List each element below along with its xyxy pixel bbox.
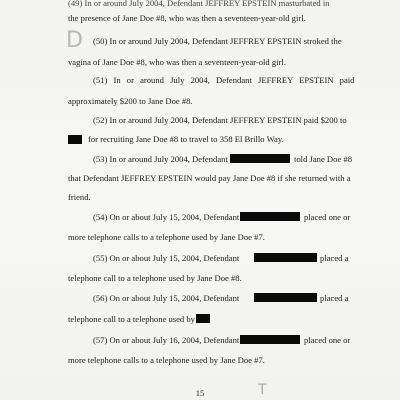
redaction-box xyxy=(196,314,210,323)
paragraph-54-line-2: more telephone calls to a telephone used by Jane Doe #7. xyxy=(68,232,265,242)
paragraph-49-line-2: the presence of Jane Doe #8, who was then a seventeen-year-old girl. xyxy=(68,13,306,23)
redaction-box xyxy=(68,135,82,144)
paragraph-51-line-1: (51) In or around July 2004, Defendant JEFFREY EPSTEIN paid xyxy=(93,75,355,85)
paragraph-51-line-2: approximately $200 to Jane Doe #8. xyxy=(68,96,193,106)
paragraph-55-line-1: (55) On or about July 15, 2004, Defendant placed a xyxy=(93,253,349,263)
redaction-box xyxy=(254,253,317,262)
paragraph-52-line-2: for recruiting Jane Doe #8 to travel to 358 El Brillo Way. xyxy=(0,132,400,146)
redaction-box xyxy=(254,293,317,302)
paragraph-55-line-2: telephone call to a telephone used by Jane Doe #8. xyxy=(68,273,242,283)
redaction-box xyxy=(230,154,290,163)
stray-scan-mark: T xyxy=(258,382,267,398)
page-number: 15 xyxy=(195,388,205,398)
paragraph-53-line-2: that Defendant JEFFREY EPSTEIN would pay Jane Doe #8 if she returned with a xyxy=(68,173,351,183)
paragraph-57-line-2: more telephone calls to a telephone used by Jane Doe #7. xyxy=(68,355,265,365)
paragraph-57-line-1: (57) On or about July 16, 2004, Defendant placed one or xyxy=(93,335,351,345)
paragraph-50-line-2: vagina of Jane Doe #8, who was then a seventeen-year-old girl. xyxy=(68,57,286,67)
paragraph-56-line-1: (56) On or about July 15, 2004, Defendant placed a xyxy=(93,293,349,303)
paragraph-53-line-1: (53) In or around July 2004, Defendant told Jane Doe #8 xyxy=(93,154,352,164)
paragraph-49-line-1: (49) In or around July 2004, Defendant JEFFREY EPSTEIN masturbated in xyxy=(68,0,330,8)
redaction-box xyxy=(240,335,300,344)
paragraph-56-line-2: telephone call to a telephone used by xyxy=(0,312,400,326)
paragraph-50-line-1: (50) In or around July 2004, Defendant JEFFREY EPSTEIN stroked the xyxy=(93,36,342,46)
paragraph-54-line-1: (54) On or about July 15, 2004, Defendant placed one or xyxy=(93,212,351,222)
margin-handwritten-mark: D xyxy=(66,28,83,53)
paragraph-53-line-3: friend. xyxy=(68,192,91,202)
redaction-box xyxy=(240,212,300,221)
paragraph-52-line-1: (52) In or around July 2004, Defendant JEFFREY EPSTEIN paid $200 to xyxy=(93,115,347,125)
